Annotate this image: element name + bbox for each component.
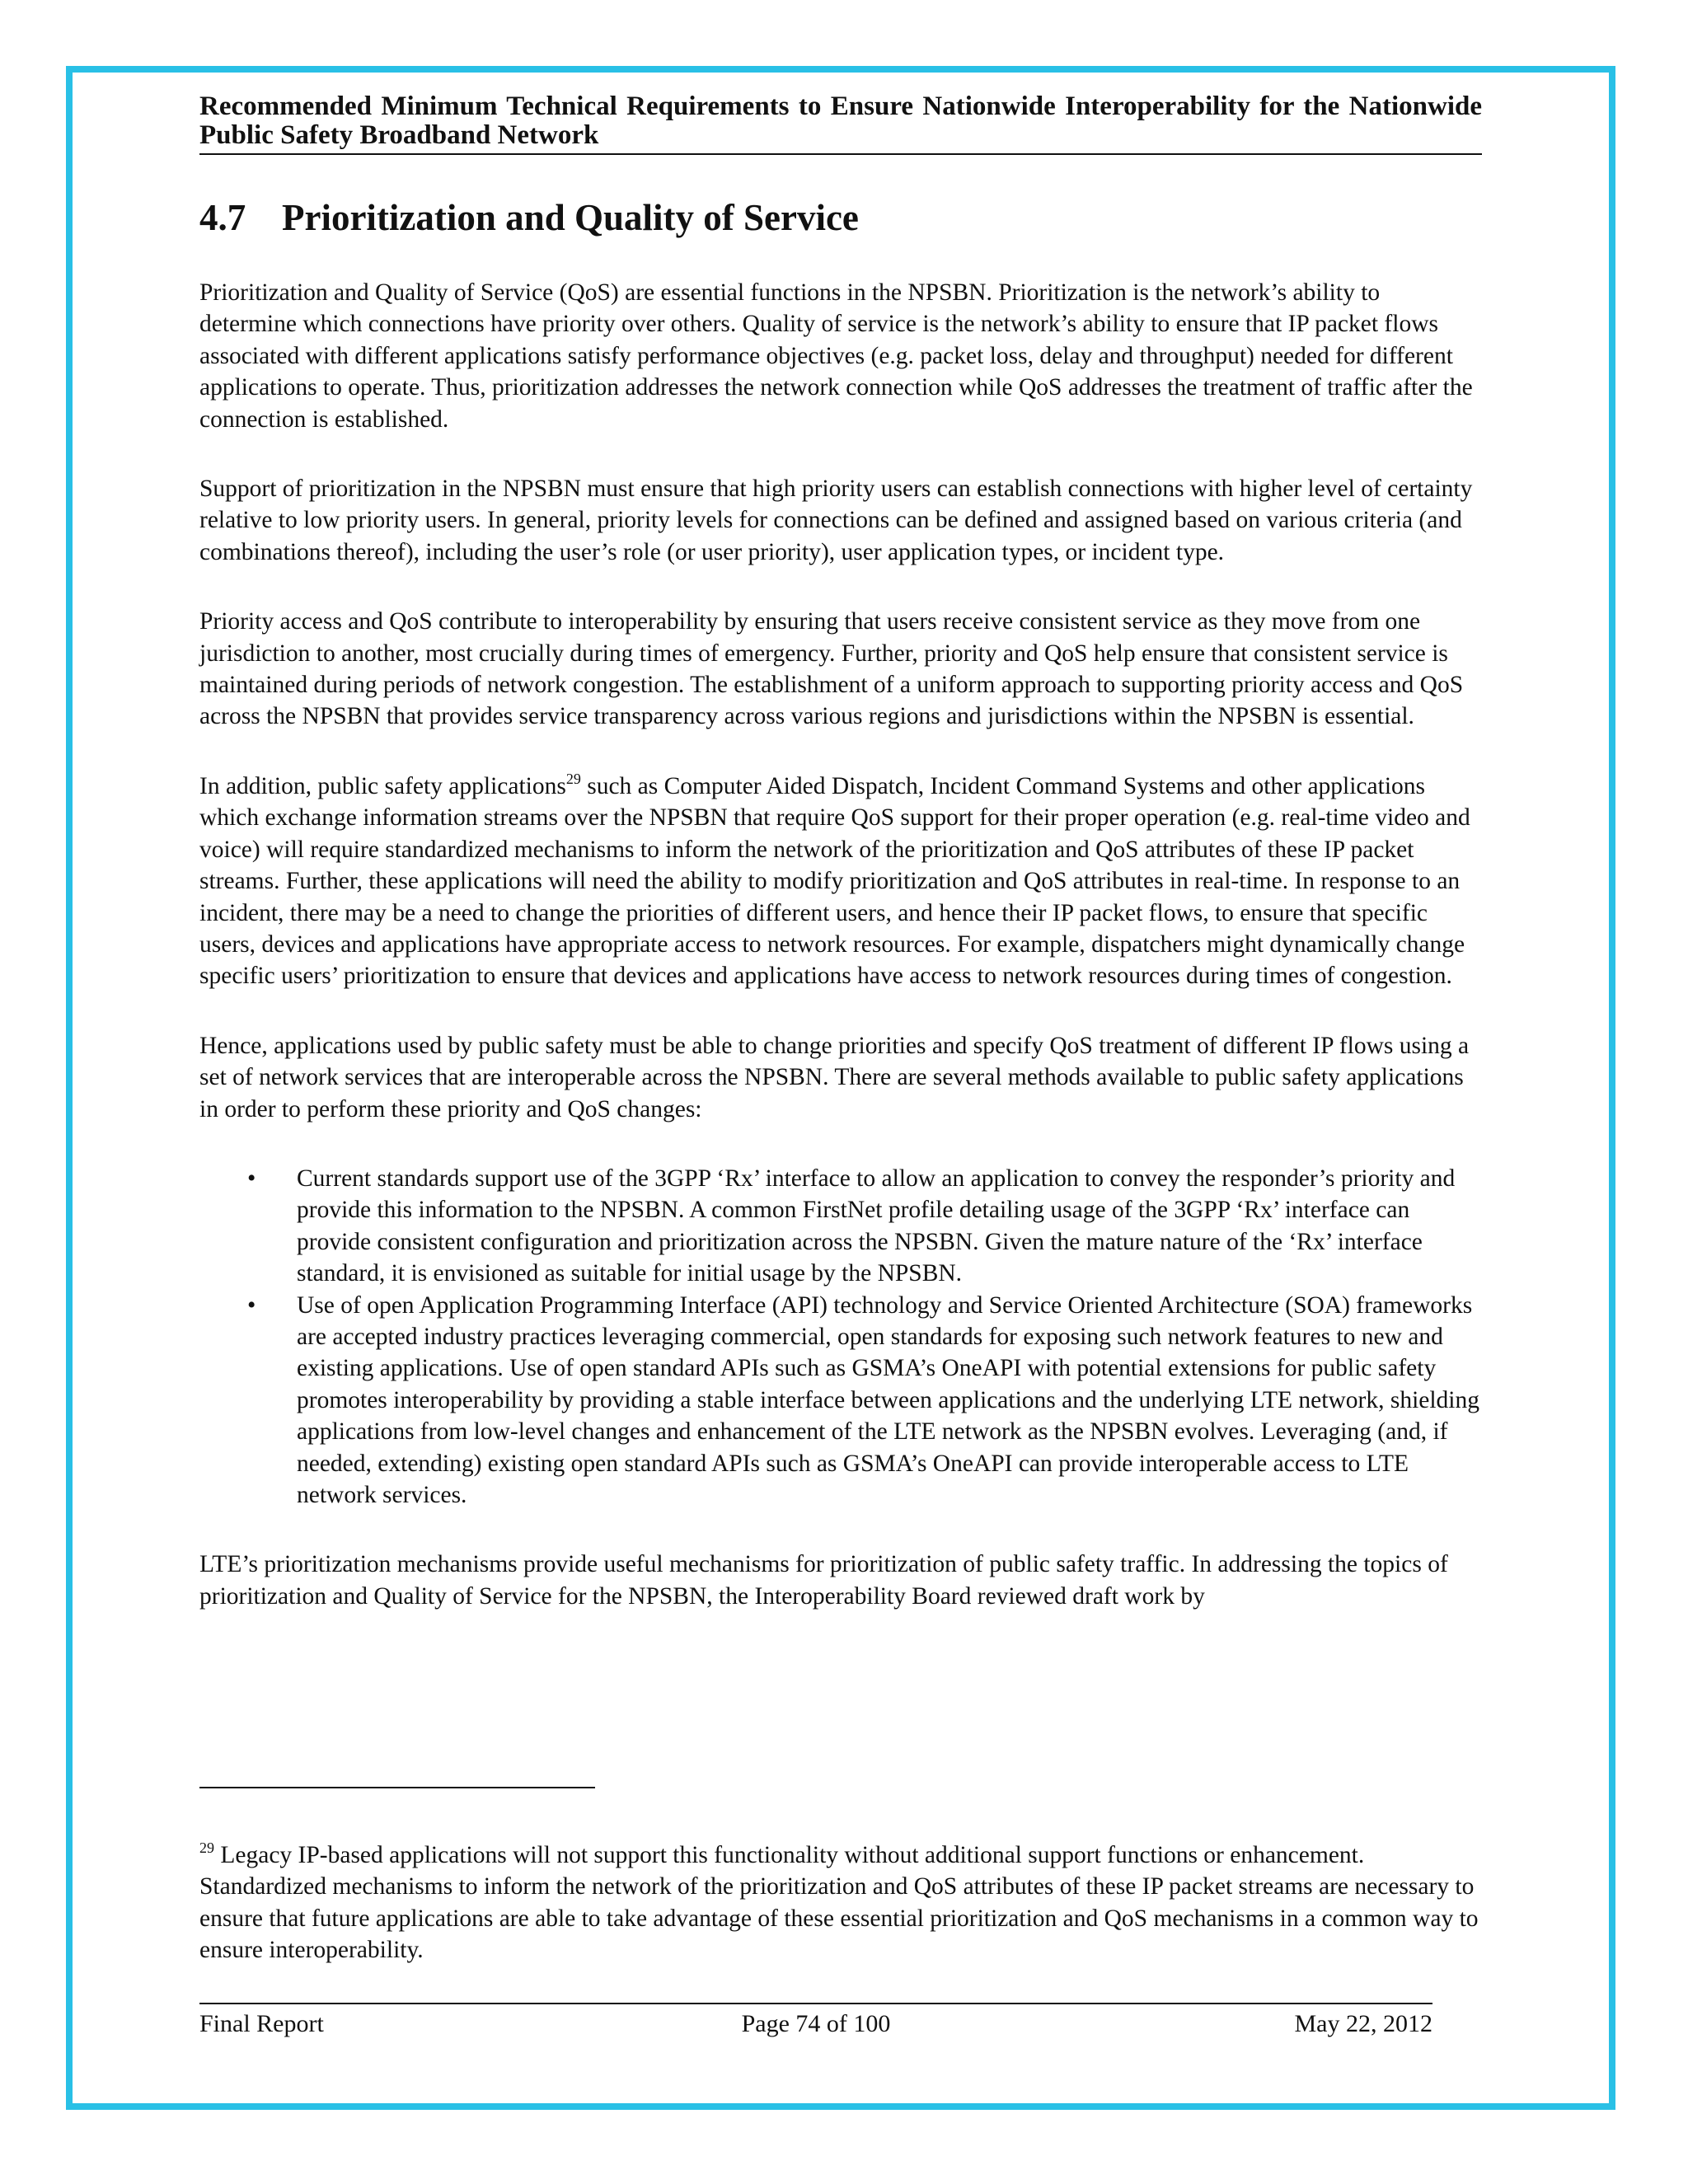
footnote-number: 29: [199, 1840, 214, 1856]
body-content: [199, 277, 1482, 1650]
footer-rule: [199, 2003, 1432, 2004]
paragraph-4-text-before: In addition, public safety applications: [199, 772, 566, 799]
list-item-text: Current standards support use of the 3GPP ‘Rx’ interface to allow an application to convey the responder’s priority and provide this information to the NPSBN. A common FirstNet profile detailing usage of the 3GPP ‘Rx’ interface can provide consistent configuration and prioritization across the NPSBN. Given the mature nature of the ‘Rx’ interface standard, it is envisioned as suitable for initial usage by the NPSBN.: [297, 1165, 1456, 1287]
paragraph-2: Support of prioritization in the NPSBN must ensure that high priority users can establish connections with higher level of certainty relative to low priority users. In general, priority levels for connections can be defined and assigned based on various criteria (and combinations thereof), including the user’s role (or user priority), user application types, or incident type.: [199, 476, 1473, 565]
section-number: 4.7: [199, 197, 246, 238]
header-rule: [199, 153, 1482, 155]
footer-page-number: Page 74 of 100: [741, 2010, 891, 2037]
paragraph-4-text-after: such as Computer Aided Dispatch, Incident Command Systems and other applications which exchange information streams over the NPSBN that require QoS support for their proper operation (e.g. real-time video and voice) will require standardized mechanisms to inform the network of the prioritization and QoS attributes of these IP packet streams. Further, these applications will need the ability to modify prioritization and QoS attributes in real-time. In response to an incident, there may be a need to change the priorities of different users, and hence their IP packet flows, to ensure that specific users, devices and applications have appropriate access to network resources. For example, dispatchers might dynamically change specific users’ prioritization to ensure that devices and applications have access to network resources during times of congestion.: [199, 772, 1470, 990]
running-header: Recommended Minimum Technical Requirements to Ensure Nationwide Interoperability for the Nationwide Public Safety Broadband Network: [199, 91, 1482, 150]
page-footer: [199, 2008, 1432, 2041]
paragraph-5: Hence, applications used by public safety must be able to change priorities and specify QoS treatment of different IP flows using a set of network services that are interoperable across the NPSBN. There are several methods available to public safety applications in order to perform these priority and QoS changes:: [199, 1032, 1470, 1122]
footer-date: May 22, 2012: [1294, 2010, 1432, 2037]
paragraph-6: LTE’s prioritization mechanisms provide useful mechanisms for prioritization of public safety traffic. In addressing the topics of prioritization and Quality of Service for the NPSBN, the Interoperability Board reviewed draft work by: [199, 1551, 1448, 1610]
methods-list: [199, 1163, 1482, 1511]
footnote: [199, 1840, 1482, 1966]
section-title: Prioritization and Quality of Service: [282, 197, 859, 238]
paragraph-1: Prioritization and Quality of Service (QoS) are essential functions in the NPSBN. Prioritization is the network’s ability to determine which connections have priority over others. Quality of service is the network’s ability to ensure that IP packet flows associated with different applications satisfy performance objectives (e.g. packet loss, delay and throughput) needed for different applications to operate. Thus, prioritization addresses the network connection while QoS addresses the treatment of traffic after the connection is established.: [199, 279, 1473, 433]
bullet-icon: •: [247, 1291, 256, 1319]
footnote-text: Legacy IP-based applications will not support this functionality without additional support functions or enhancement. Standardized mechanisms to inform the network of the prioritization and QoS attributes of these IP packet streams are necessary to ensure that future applications are able to take advantage of these essential prioritization and QoS mechanisms in a common way to ensure interoperability.: [199, 1842, 1479, 1964]
list-item: [199, 1163, 1482, 1290]
paragraph-3: Priority access and QoS contribute to interoperability by ensuring that users receive consistent service as they move from one jurisdiction to another, most crucially during times of emergency. Further, priority and QoS help ensure that consistent service is maintained during periods of network congestion. The establishment of a uniform approach to supporting priority access and QoS across the NPSBN that provides service transparency across various regions and jurisdictions within the NPSBN is essential.: [199, 608, 1464, 730]
bullet-icon: •: [247, 1165, 256, 1192]
footnote-reference[interactable]: 29: [565, 770, 581, 787]
list-item: [199, 1290, 1482, 1511]
list-item-text: Use of open Application Programming Interface (API) technology and Service Oriented Architecture (SOA) frameworks are accepted industry practices leveraging commercial, open standards for exposing such network features to new and existing applications. Use of open standard APIs such as GSMA’s OneAPI with potential extensions for public safety promotes interoperability by providing a stable interface between applications and the underlying LTE network, shielding applications from low-level changes and enhancement of the LTE network as the NPSBN evolves. Leveraging (and, if needed, extending) existing open standard APIs such as GSMA’s OneAPI can provide interoperable access to LTE network services.: [297, 1291, 1479, 1508]
paragraph-4: [199, 771, 1482, 992]
section-heading: [199, 194, 859, 241]
footer-report-label: Final Report: [199, 2010, 324, 2037]
footnote-separator: [199, 1787, 595, 1788]
